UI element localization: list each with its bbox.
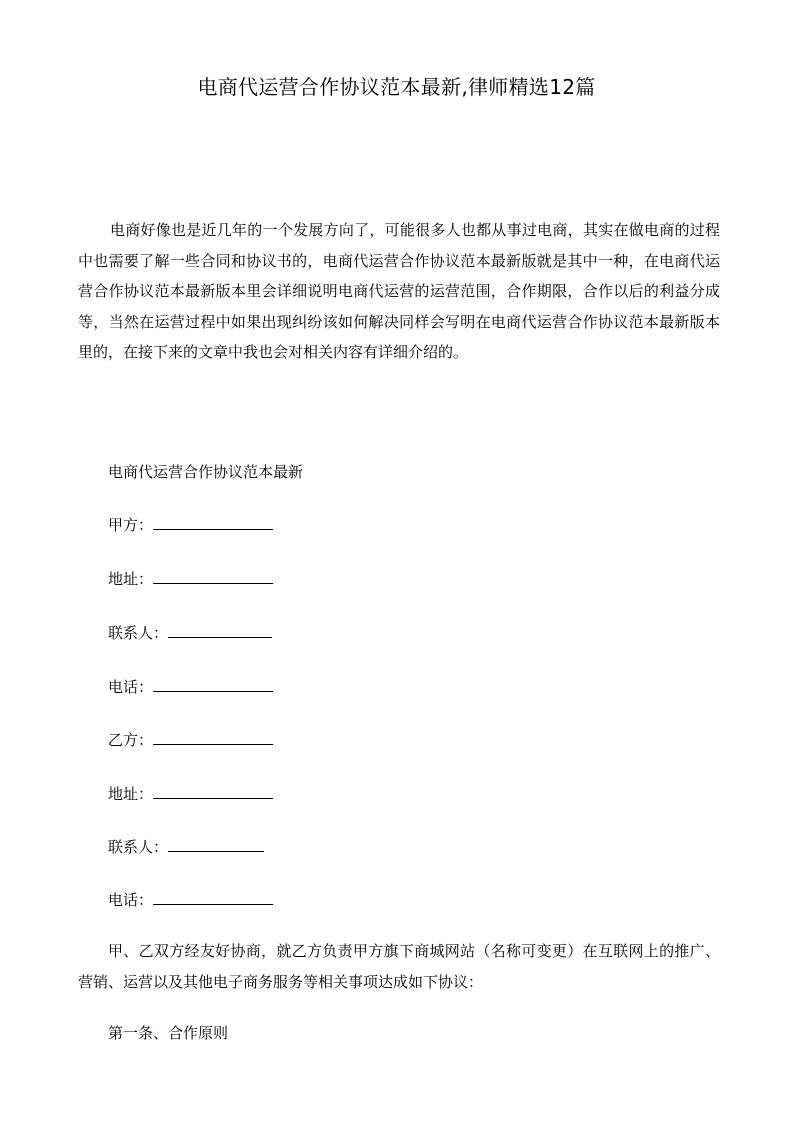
party-b-name-blank — [153, 730, 273, 745]
party-a-phone-label: 电话： — [108, 678, 154, 696]
party-a-address-line — [108, 568, 273, 590]
party-b-name-line — [108, 729, 273, 751]
party-a-address-blank — [153, 569, 273, 584]
party-b-address-blank — [153, 784, 273, 799]
contract-subtitle: 电商代运营合作协议范本最新 — [108, 463, 304, 481]
party-b-phone-label: 电话： — [108, 891, 154, 909]
party-a-name-label: 甲方： — [108, 516, 154, 534]
document-title: 电商代运营合作协议范本最新,律师精选12篇 — [197, 75, 596, 99]
party-a-name-line — [108, 514, 273, 536]
party-b-address-label: 地址： — [108, 785, 154, 803]
party-b-contact-label: 联系人： — [108, 838, 169, 856]
party-a-contact-blank — [168, 623, 272, 638]
party-b-phone-line — [108, 889, 273, 911]
party-a-address-label: 地址： — [108, 570, 154, 588]
party-a-contact-label: 联系人： — [108, 624, 169, 642]
party-a-contact-line — [108, 622, 272, 644]
intro-paragraph: 电商好像也是近几年的一个发展方向了，可能很多人也都从事过电商，其实在做电商的过程中也需要了解一些合同和协议书的，电商代运营合作协议范本最新版就是其中一种，在电商代运营合作协议范本最新版本里会详细说明电商代运营的运营范围，合作期限，合作以后的利益分成等，当然在运营过程中如果出现纠纷该如何解决同样会写明在电商代运营合作协议范本最新版本里的，在接下来的文章中我也会对相关内容有详细介绍的。 — [78, 221, 720, 361]
party-a-phone-line — [108, 676, 273, 698]
party-b-contact-line — [108, 836, 264, 858]
party-b-name-label: 乙方： — [108, 731, 154, 749]
article-1-heading: 第一条、合作原则 — [108, 1024, 229, 1042]
party-b-address-line — [108, 783, 273, 805]
party-a-phone-blank — [153, 677, 273, 692]
party-b-phone-blank — [153, 890, 273, 905]
party-a-name-blank — [153, 515, 273, 530]
party-b-contact-blank — [168, 837, 264, 852]
agreement-paragraph: 甲、乙双方经友好协商，就乙方负责甲方旗下商城网站（名称可变更）在互联网上的推广、营销、运营以及其他电子商务服务等相关事项达成如下协议： — [78, 942, 720, 991]
